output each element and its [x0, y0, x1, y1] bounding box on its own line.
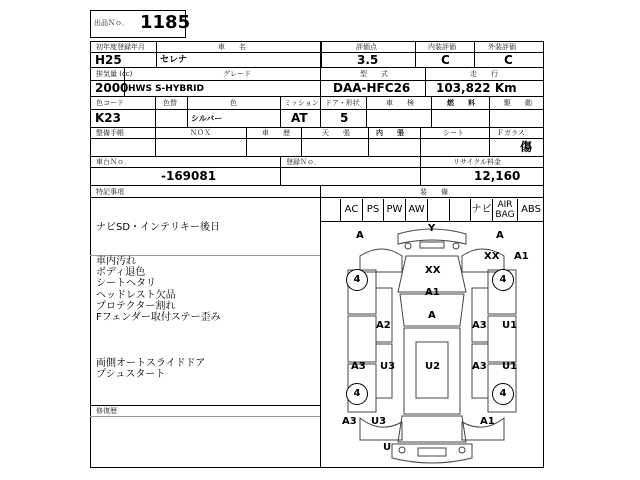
note-line: [96, 245, 221, 256]
interior-rating-value: C: [441, 53, 450, 67]
damage-mark: A3: [472, 361, 487, 372]
damage-mark: XX: [425, 265, 441, 276]
note-line: [96, 233, 221, 244]
doors-value: 5: [340, 111, 349, 125]
tire-rear-right: 4: [492, 383, 514, 405]
recycle-fee-label: リサイクル料金: [453, 158, 502, 166]
note-line: 両側オートスライドドア: [96, 357, 206, 369]
note-line: シートヘタリ: [96, 278, 156, 290]
ceiling-label: 天 張: [322, 129, 350, 137]
car-name-value: セレナ: [160, 55, 188, 65]
note-line: ボディ退色: [96, 267, 146, 279]
damage-mark: A2: [376, 320, 391, 331]
note-line: ヘッドレスト欠品: [96, 289, 176, 301]
color-label: 色: [230, 99, 237, 107]
note-line: 車内汚れ: [96, 255, 136, 267]
color-code-label: 色コード: [96, 99, 124, 107]
damage-mark: U3: [380, 361, 396, 372]
equipment-ac: AC: [340, 199, 362, 221]
lot-number: 1185: [140, 12, 191, 33]
equipment-airbag: AIR BAG: [492, 199, 517, 221]
equipment-label: 装 備: [420, 188, 448, 196]
color-change-label: 色替: [163, 99, 177, 107]
equipment-pw: PW: [383, 199, 405, 221]
damage-mark: XX: [484, 251, 500, 262]
damage-mark: A3: [351, 361, 366, 372]
tire-rear-left: 4: [346, 383, 368, 405]
equipment-row: [340, 199, 544, 221]
damage-mark: U3: [371, 416, 387, 427]
mileage-value: 103,822 Km: [436, 81, 517, 95]
equipment-blank-2: [449, 199, 470, 221]
grade-label: グレード: [223, 70, 251, 78]
damage-mark: A: [428, 310, 436, 321]
front-glass-value: 傷: [520, 140, 533, 154]
mission-value: AT: [291, 111, 308, 125]
fuel-label: 燃 料: [447, 99, 475, 107]
lot-number-label: 出品Ｎｏ．: [94, 19, 129, 27]
damage-mark: A1: [425, 287, 440, 298]
doors-label: ドア・形状: [325, 99, 360, 107]
equipment-navi: ナビ: [470, 199, 492, 221]
tire-front-left: 4: [346, 269, 368, 291]
front-glass-label: Ｆガラス: [497, 129, 525, 137]
mileage-label: 走 行: [470, 70, 498, 78]
damage-mark: A3: [472, 320, 487, 331]
recycle-fee-value: 12,160: [474, 169, 521, 183]
damage-mark: A: [496, 230, 504, 241]
interior-rating-label: 内装評価: [428, 43, 456, 51]
damage-mark: Y: [428, 223, 436, 234]
interior-lining-label: 内 張: [376, 129, 404, 137]
damage-mark: A3: [342, 416, 357, 427]
displacement-label: 排気量 (cc): [96, 70, 133, 78]
chassis-label: 車台Ｎｏ．: [96, 158, 131, 166]
score-value: 3.5: [357, 53, 379, 67]
damage-mark: A: [356, 230, 364, 241]
mission-label: ミッション: [284, 99, 319, 107]
model-value: DAA-HFC26: [333, 81, 411, 95]
color-code-value: K23: [95, 111, 121, 125]
repair-history-label: 修復歴: [96, 407, 117, 415]
first-registration-label: 初年度登録年月: [96, 43, 145, 51]
car-name-label: 車 名: [218, 43, 246, 51]
seat-label: シート: [443, 129, 464, 137]
displacement-value: 2000: [95, 81, 129, 95]
exterior-rating-value: C: [504, 53, 513, 67]
note-line: プシュスタート: [96, 368, 166, 380]
car-history-label: 車 歴: [262, 129, 290, 137]
tire-front-right: 4: [492, 269, 514, 291]
note-line: Fフェンダー取付ステー歪み: [96, 312, 221, 324]
equipment-ps: PS: [362, 199, 383, 221]
damage-mark: U1: [502, 361, 518, 372]
nox-label: ＮＯＸ: [190, 129, 211, 137]
note-line: [96, 346, 221, 357]
car-diagram: [320, 222, 544, 468]
damage-mark: U2: [425, 361, 441, 372]
chassis-value: -169081: [161, 169, 217, 183]
drive-label: 駆 動: [504, 99, 532, 107]
damage-mark: U: [383, 442, 392, 453]
score-label: 評価点: [356, 43, 377, 51]
equipment-abs: ABS: [517, 199, 544, 221]
note-line: [96, 335, 221, 346]
inspection-label: 車 検: [386, 99, 414, 107]
note-line: [96, 324, 221, 335]
grade-value: HWS S-HYBRID: [128, 84, 204, 94]
damage-mark: U1: [502, 320, 518, 331]
exterior-rating-label: 外装評価: [488, 43, 516, 51]
model-label: 型 式: [360, 70, 388, 78]
first-registration-value: H25: [95, 53, 122, 67]
equipment-aw: AW: [405, 199, 427, 221]
note-line: ナビSD・インテリキー後日: [96, 222, 221, 233]
equipment-blank-1: [427, 199, 449, 221]
note-line: プロテクター割れ: [96, 301, 176, 313]
notes-label: 特記事項: [96, 188, 124, 196]
damage-mark: A1: [514, 251, 529, 262]
color-value: シルバー: [191, 114, 223, 123]
damage-mark: A1: [480, 416, 495, 427]
registration-label: 登録Ｎｏ．: [286, 158, 321, 166]
maintenance-record-label: 整備手帳: [96, 129, 124, 137]
notes-list: [96, 222, 221, 380]
